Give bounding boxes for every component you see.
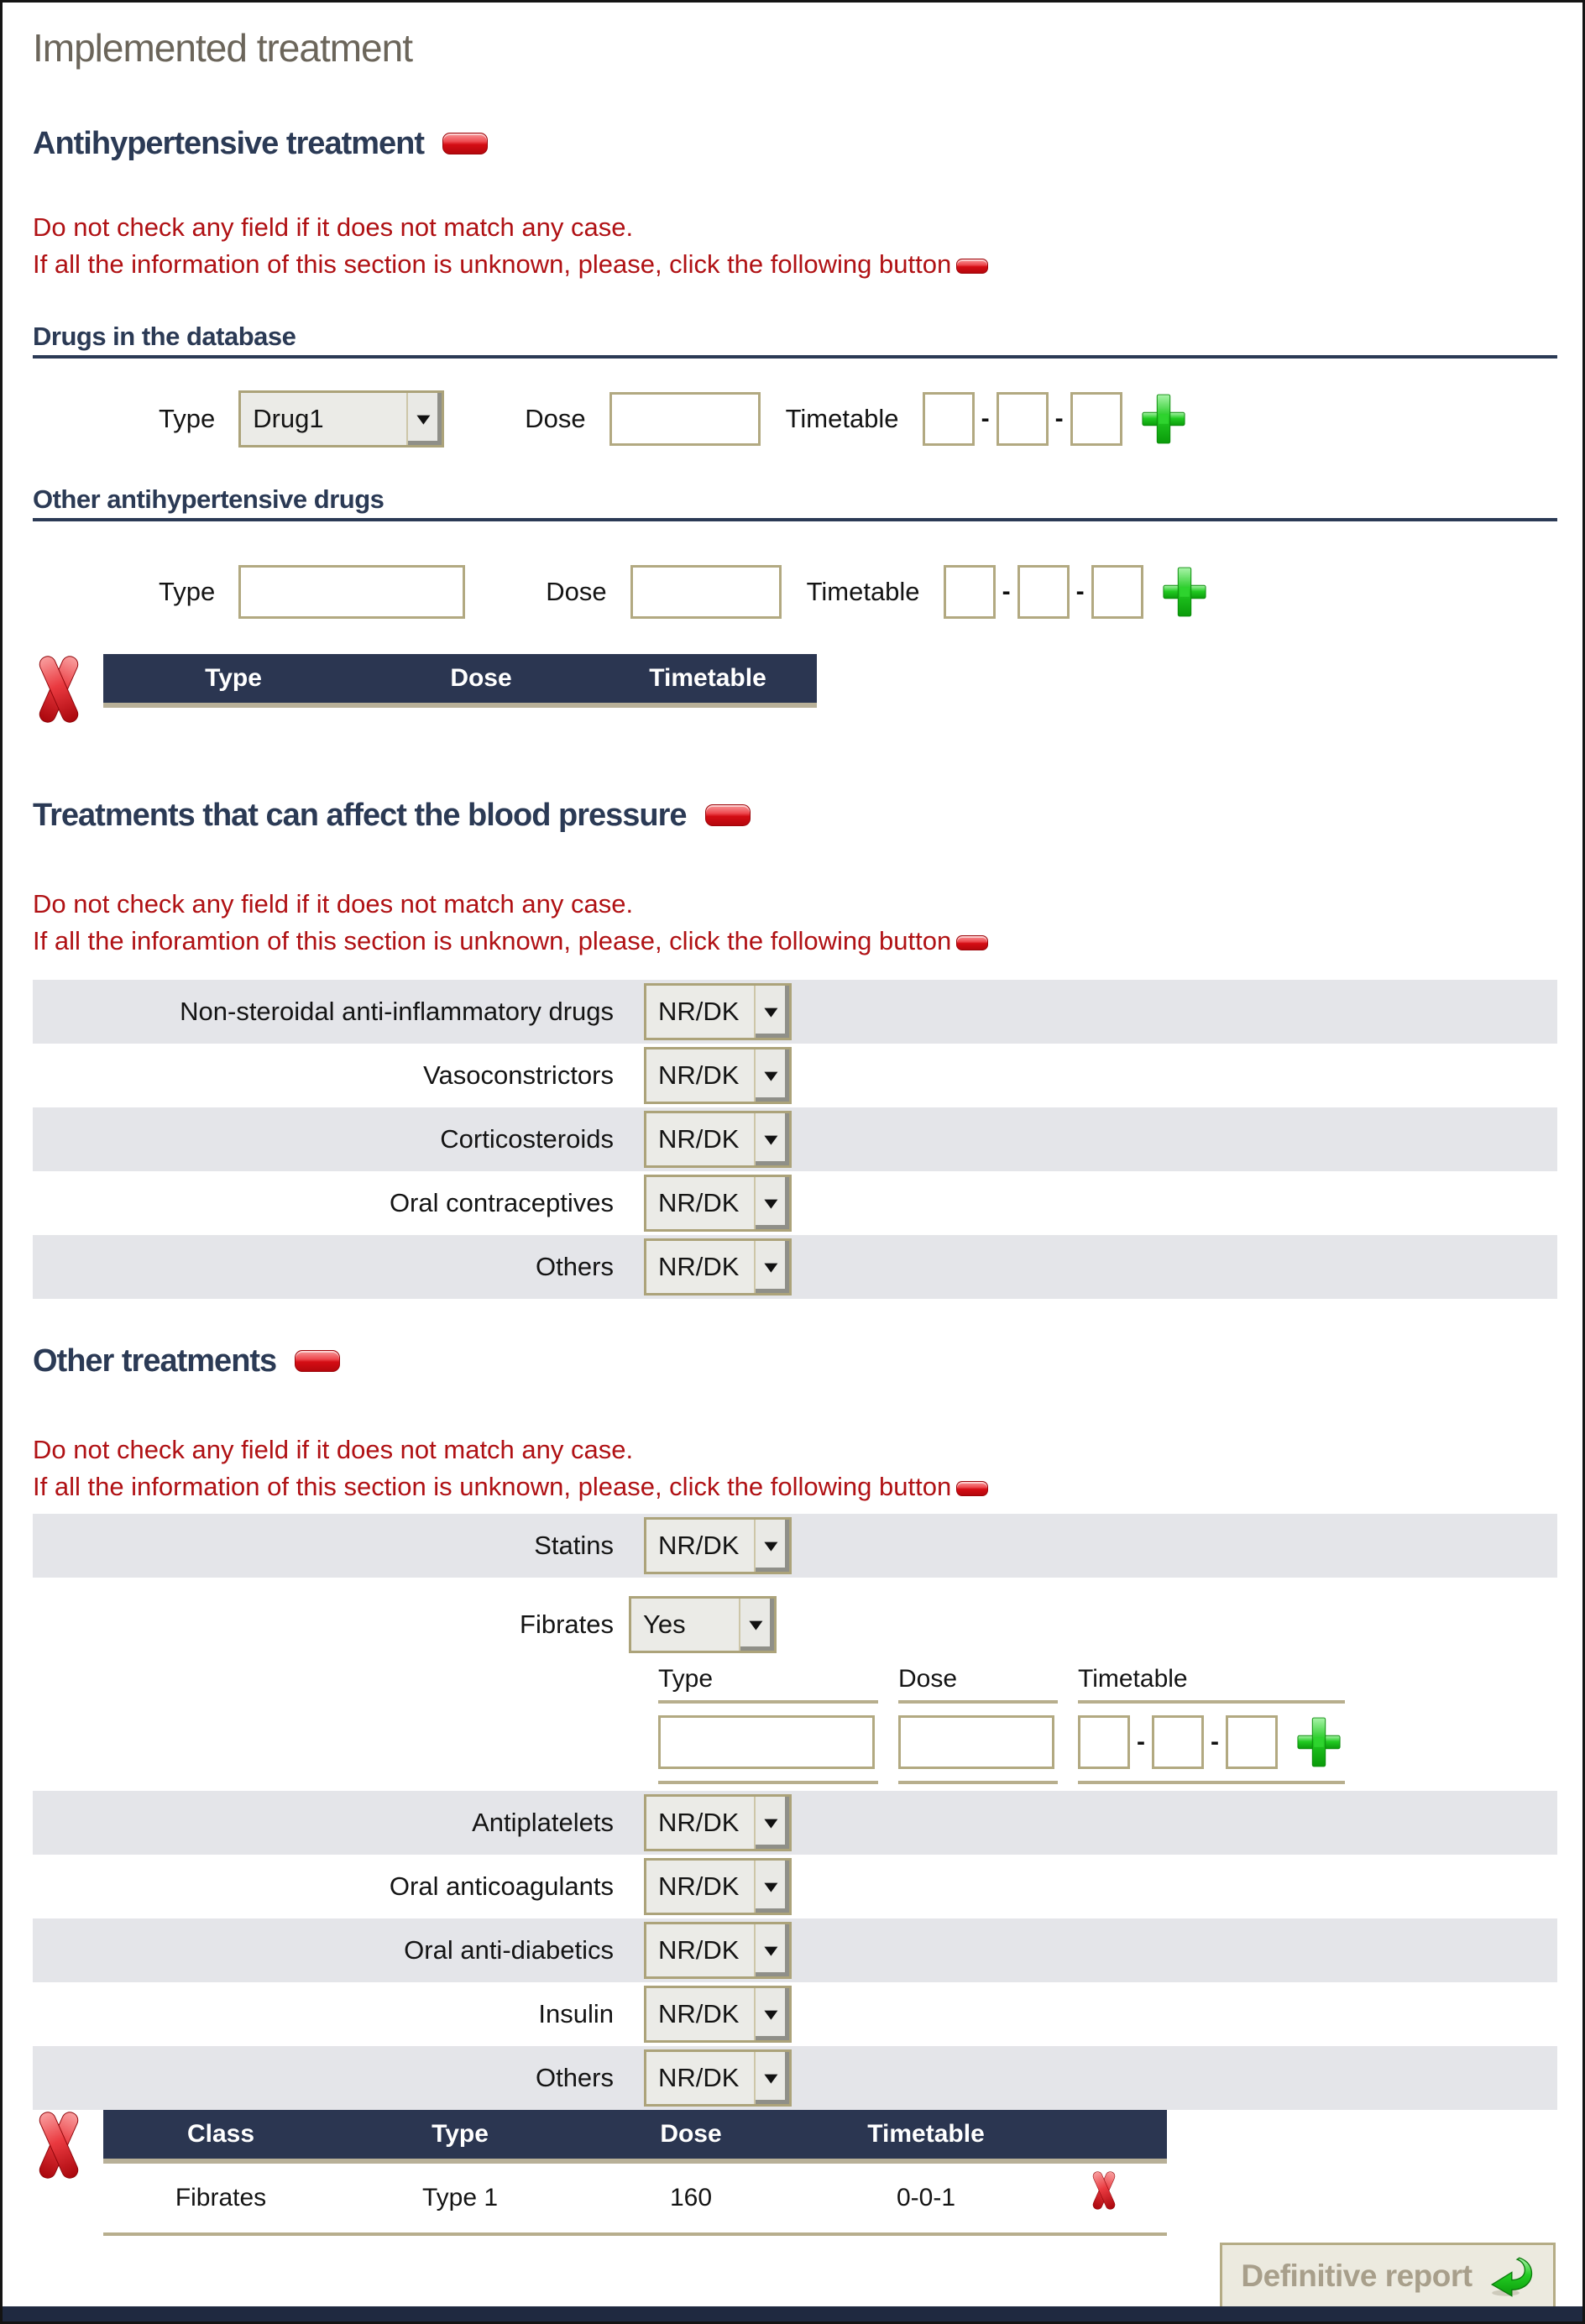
section-heading-other-treatments: Other treatments [33, 1343, 277, 1379]
other-treatments-table [33, 2110, 1557, 2236]
fibrates-dose-input[interactable] [898, 1715, 1054, 1769]
fibrates-type-input[interactable] [658, 1715, 875, 1769]
instruction-line: If all the information of this section is unknown, please, click the following button [33, 1468, 1557, 1505]
chevron-down-icon[interactable] [754, 2052, 789, 2104]
row-label: Oral anticoagulants [389, 1871, 614, 1901]
page-title: Implemented treatment [33, 26, 413, 70]
timetable-morning-input[interactable] [1078, 1715, 1130, 1769]
drugs-db-form-row [33, 389, 1557, 449]
section-other-treatments [33, 1343, 1557, 2236]
dose-label: Dose [525, 404, 586, 433]
cell-timetable: 0-0-1 [896, 2184, 956, 2211]
treatment-row-antiplatelets [33, 1791, 1557, 1855]
dash-separator: - [1002, 578, 1011, 605]
dose-label: Dose [546, 577, 607, 606]
treatment-row-corticosteroids [33, 1107, 1557, 1171]
type-label: Type [159, 404, 216, 433]
section-blood-pressure-treatments [33, 797, 1557, 1299]
type-label: Type [159, 577, 216, 606]
treatment-row-nsaid [33, 980, 1557, 1044]
chevron-down-icon[interactable] [754, 1049, 789, 1102]
chevron-down-icon[interactable] [754, 1520, 789, 1572]
fibrates-select[interactable] [629, 1596, 777, 1653]
column-header: Class [186, 2120, 255, 2148]
treatment-row-others [33, 1235, 1557, 1299]
chevron-down-icon[interactable] [754, 1797, 789, 1849]
timetable-label: Timetable [806, 577, 920, 606]
selected-value: NR/DK [658, 1808, 740, 1837]
row-label: Oral contraceptives [389, 1188, 614, 1217]
cell-class: Fibrates [175, 2184, 267, 2211]
antiplatelets-select[interactable] [644, 1794, 792, 1851]
drug-type-selected-value: Drug1 [253, 404, 324, 433]
chevron-down-icon[interactable] [754, 1988, 789, 2040]
section-instructions [33, 1432, 1557, 1505]
instruction-line: If all the inforamtion of this section is unknown, please, click the following button [33, 923, 1557, 960]
other-drug-dose-input[interactable] [630, 565, 782, 619]
timetable-night-input[interactable] [1070, 392, 1122, 446]
column-header: Timetable [649, 664, 766, 692]
corticosteroids-select[interactable] [644, 1111, 792, 1168]
subheading-drugs-in-database: Drugs in the database [33, 320, 1557, 359]
clear-table-red-x-icon[interactable] [33, 2110, 85, 2180]
row-label: Fibrates [520, 1610, 614, 1639]
vasoconstrictors-select[interactable] [644, 1047, 792, 1104]
section-instructions [33, 886, 1557, 960]
chevron-down-icon[interactable] [754, 1924, 789, 1976]
timetable-morning-input[interactable] [923, 392, 975, 446]
collapse-section-minus-icon[interactable] [705, 804, 751, 826]
row-label: Antiplatelets [472, 1808, 614, 1837]
section-instructions [33, 209, 1557, 283]
chevron-down-icon[interactable] [754, 1241, 789, 1293]
selected-value: NR/DK [658, 1252, 740, 1281]
cell-dose: 160 [669, 2184, 713, 2211]
definitive-report-button[interactable] [1220, 2243, 1556, 2310]
selected-value: NR/DK [658, 1871, 740, 1901]
clear-table-red-x-icon[interactable] [33, 654, 85, 725]
add-drug-plus-icon[interactable] [1141, 393, 1186, 445]
row-label: Corticosteroids [440, 1124, 614, 1154]
section-heading-antihypertensive: Antihypertensive treatment [33, 126, 425, 161]
treatment-row-vasoconstrictors [33, 1044, 1557, 1107]
selected-value: NR/DK [658, 2063, 740, 2092]
cell-type: Type 1 [421, 2184, 499, 2211]
row-label: Others [535, 1252, 614, 1281]
chevron-down-icon[interactable] [754, 1113, 789, 1165]
row-label: Insulin [538, 1999, 614, 2028]
treatment-row-oral-anticoagulants [33, 1855, 1557, 1918]
row-label: Oral anti-diabetics [404, 1935, 614, 1965]
dash-separator: - [1137, 1728, 1145, 1756]
chevron-down-icon[interactable] [754, 1177, 789, 1229]
unknown-section-minus-icon[interactable] [956, 259, 988, 274]
collapse-section-minus-icon[interactable] [442, 133, 488, 154]
chevron-down-icon[interactable] [739, 1599, 774, 1651]
timetable-morning-input[interactable] [944, 565, 996, 619]
section-antihypertensive [33, 125, 1557, 725]
subheading-other-antihypertensive-drugs: Other antihypertensive drugs [33, 483, 1557, 521]
treatment-row-oral-anti-diabetics [33, 1918, 1557, 1982]
instruction-line: Do not check any field if it does not match any case. [33, 1435, 634, 1464]
treatment-row-insulin [33, 1982, 1557, 2046]
others-select[interactable] [644, 1238, 792, 1295]
type-label: Type [658, 1665, 714, 1693]
table-row-fibrates [103, 2164, 1167, 2232]
unknown-section-minus-icon[interactable] [956, 1481, 988, 1496]
timetable-label: Timetable [785, 404, 899, 433]
dash-separator: - [1054, 405, 1064, 432]
other-drugs-form-row [33, 562, 1557, 622]
treatment-row-others [33, 2046, 1557, 2110]
fibrates-block [33, 1578, 1557, 1791]
row-label: Vasoconstrictors [423, 1060, 614, 1090]
oral-anti-diabetics-select[interactable] [644, 1922, 792, 1979]
section-heading-blood-pressure: Treatments that can affect the blood pressure [33, 798, 687, 833]
timetable-night-input[interactable] [1091, 565, 1143, 619]
timetable-noon-input[interactable] [1017, 565, 1070, 619]
selected-value: NR/DK [658, 1060, 740, 1090]
dose-label: Dose [898, 1665, 958, 1693]
other-drug-type-input[interactable] [238, 565, 465, 619]
chevron-down-icon[interactable] [754, 986, 789, 1038]
oral-contraceptives-select[interactable] [644, 1175, 792, 1232]
table-header-row [103, 654, 817, 708]
delete-row-red-x-icon[interactable] [1085, 2170, 1122, 2211]
add-other-drug-plus-icon[interactable] [1162, 566, 1207, 618]
drug-type-select[interactable] [238, 390, 444, 448]
table-header-row [103, 2110, 1167, 2164]
selected-value: NR/DK [658, 1531, 740, 1560]
add-fibrate-plus-icon[interactable] [1296, 1716, 1342, 1768]
dash-separator: - [1075, 578, 1085, 605]
instruction-line: Do not check any field if it does not match any case. [33, 212, 634, 242]
definitive-report-label: Definitive report [1241, 2259, 1473, 2293]
selected-value: NR/DK [658, 1999, 740, 2028]
instruction-line: Do not check any field if it does not match any case. [33, 889, 634, 919]
selected-value: NR/DK [658, 1935, 740, 1965]
nsaid-select[interactable] [644, 983, 792, 1040]
insulin-select[interactable] [644, 1986, 792, 2043]
statins-select[interactable] [644, 1517, 792, 1574]
antihypertensive-drugs-table [33, 654, 1557, 725]
column-header: Type [432, 2120, 489, 2148]
column-header: Timetable [867, 2120, 985, 2148]
column-header: Dose [660, 2120, 722, 2148]
collapse-section-minus-icon[interactable] [295, 1350, 340, 1372]
row-label: Others [535, 2063, 614, 2092]
dash-separator: - [1211, 1728, 1219, 1756]
unknown-section-minus-icon[interactable] [956, 935, 988, 950]
green-return-arrow-icon [1486, 2254, 1535, 2298]
instruction-line: If all the information of this section is unknown, please, click the following button [33, 246, 1557, 283]
selected-value: Yes [643, 1610, 686, 1639]
column-header: Dose [450, 664, 512, 692]
column-header: Type [205, 664, 262, 692]
timetable-night-input[interactable] [1226, 1715, 1278, 1769]
selected-value: NR/DK [658, 1188, 740, 1217]
table-body [103, 2164, 1167, 2236]
others-select[interactable] [644, 2049, 792, 2107]
footer-bar [3, 2306, 1582, 2321]
timetable-noon-input[interactable] [997, 392, 1049, 446]
dash-separator: - [981, 405, 990, 432]
chevron-down-icon[interactable] [406, 393, 442, 445]
treatment-row-statins [33, 1514, 1557, 1578]
dose-input[interactable] [609, 392, 761, 446]
timetable-noon-input[interactable] [1152, 1715, 1204, 1769]
fibrates-subform [658, 1663, 1557, 1791]
chevron-down-icon[interactable] [754, 1861, 789, 1913]
row-label: Statins [534, 1531, 614, 1560]
selected-value: NR/DK [658, 1124, 740, 1154]
row-label: Non-steroidal anti-inflammatory drugs [180, 997, 614, 1026]
timetable-label: Timetable [1078, 1665, 1188, 1693]
selected-value: NR/DK [658, 997, 740, 1026]
oral-anticoagulants-select[interactable] [644, 1858, 792, 1915]
treatment-row-oral-contraceptives [33, 1171, 1557, 1235]
